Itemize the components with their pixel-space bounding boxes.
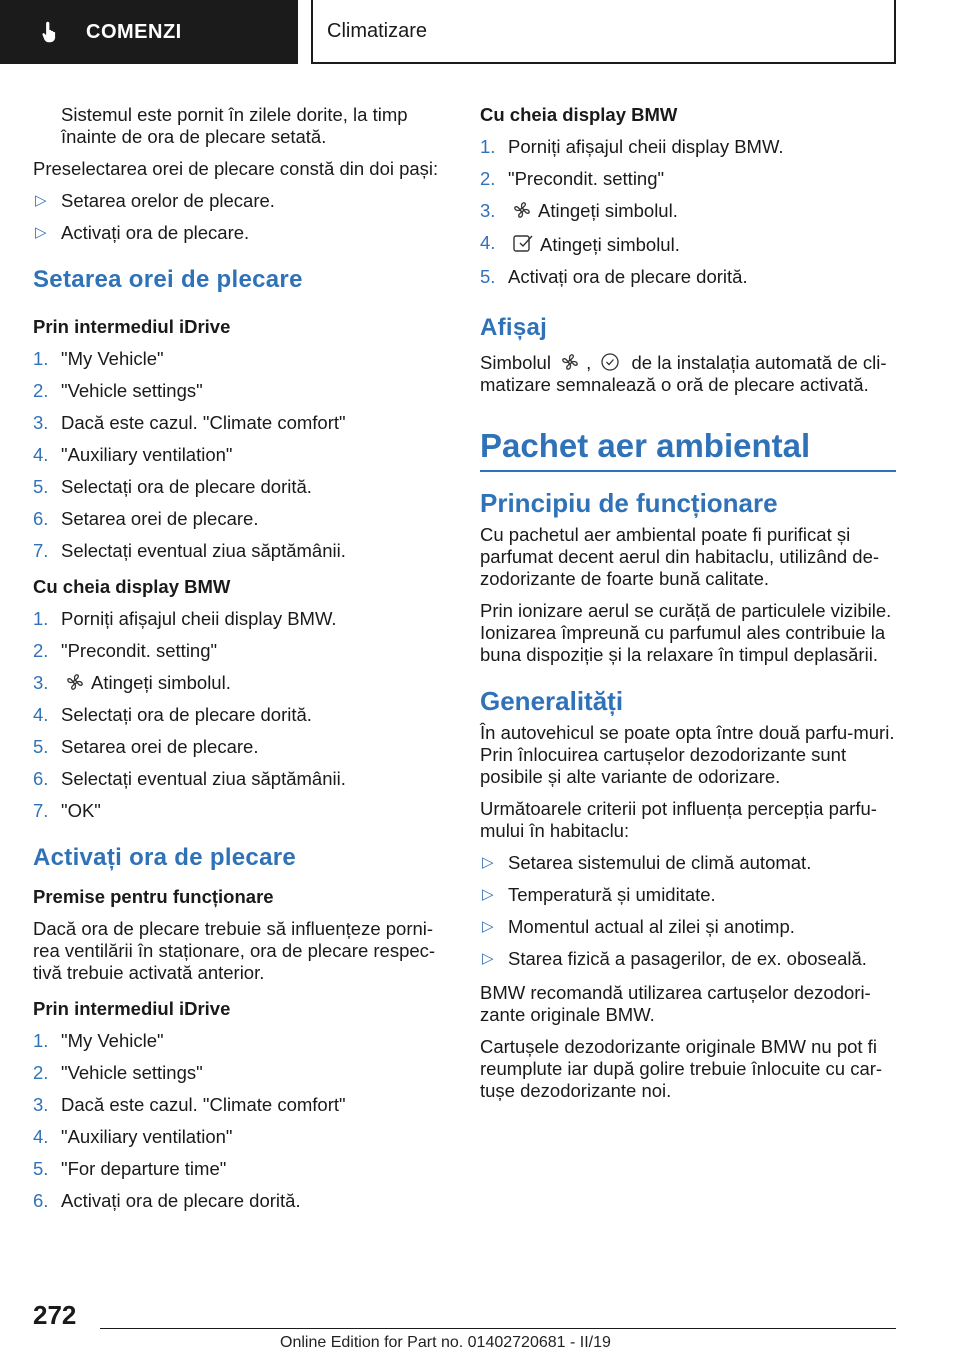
list-item: 5. Activați ora de plecare dorită.	[480, 266, 748, 287]
key-heading-right: Cu cheia display BMW	[480, 104, 678, 125]
triangle-bullet-icon: ▷	[35, 224, 47, 241]
list-item: ▷ Activați ora de plecare.	[35, 222, 250, 243]
triangle-bullet-icon: ▷	[482, 886, 494, 903]
triangle-bullet-icon: ▷	[482, 950, 494, 967]
list-item: 4. Atingeți simbolul.	[480, 232, 680, 255]
list-item: 3. Atingeți simbolul.	[480, 200, 678, 221]
list-item: 1. "My Vehicle"	[33, 1030, 164, 1051]
list-item: 4. "Auxiliary ventilation"	[33, 444, 233, 465]
triangle-bullet-icon: ▷	[482, 854, 494, 871]
triangle-bullet-icon: ▷	[35, 192, 47, 209]
list-item: 3. Dacă este cazul. "Climate comfort"	[33, 412, 346, 433]
gen-p1: În autovehicul se poate opta între două parfu-muri. Prin înlocuirea cartușelor dezodorizante sunt posibile și alte variante de odorizare.	[480, 722, 895, 787]
heading-pachet: Pachet aer ambiental	[480, 426, 896, 472]
heading-afisaj: Afișaj	[480, 314, 548, 341]
list-item: 2. "Vehicle settings"	[33, 1062, 203, 1083]
list-item: 6. Selectați eventual ziua săptămânii.	[33, 768, 346, 789]
afisaj-text: Simbolul , de la instalația automată de cli-matizare semnalează o oră de plecare activată.	[480, 352, 887, 395]
heading-principiu: Principiu de funcționare	[480, 488, 778, 518]
list-item: 2. "Vehicle settings"	[33, 380, 203, 401]
section-tab	[311, 0, 896, 64]
list-item: 6. Setarea orei de plecare.	[33, 508, 259, 529]
clock-check-icon	[600, 352, 620, 372]
tab-comenzi-label: COMENZI	[86, 20, 182, 43]
list-item: 3. Atingeți simbolul.	[33, 672, 231, 693]
list-item: 7. "OK"	[33, 800, 101, 821]
right-column	[480, 104, 896, 1112]
list-item: 3. Dacă este cazul. "Climate comfort"	[33, 1094, 346, 1115]
list-item: 1. Porniți afișajul cheii display BMW.	[33, 608, 337, 629]
intro-text: Preselectarea orei de plecare constă din doi pași:	[33, 158, 439, 179]
heading-activati: Activați ora de plecare	[33, 844, 297, 871]
list-item: 5. "For departure time"	[33, 1158, 227, 1179]
fan-icon	[65, 672, 85, 692]
list-item: 2. "Precondit. setting"	[480, 168, 665, 189]
idrive2-heading: Prin intermediul iDrive	[33, 998, 231, 1019]
list-item: ▷ Momentul actual al zilei și anotimp.	[482, 916, 795, 937]
page-number: 272	[33, 1300, 77, 1330]
pointing-hand-icon	[38, 19, 64, 45]
premise-text: Dacă ora de plecare trebuie să influențeze porni-rea ventilării în staționare, ora de plecare respec-tivă trebuie activată anterior.	[33, 918, 436, 983]
list-item: 7. Selectați eventual ziua săptămânii.	[33, 540, 346, 561]
premise-heading: Premise pentru funcționare	[33, 886, 274, 907]
footer-divider	[100, 1328, 896, 1329]
idrive-heading: Prin intermediul iDrive	[33, 316, 231, 337]
left-column	[33, 104, 449, 1224]
triangle-bullet-icon: ▷	[482, 918, 494, 935]
gen-p2: Următoarele criterii pot influența percepția parfu-mului în habitaclu:	[480, 798, 877, 841]
fan-icon	[560, 352, 580, 372]
heading-generalitati: Generalități	[480, 686, 624, 716]
list-item: 5. Setarea orei de plecare.	[33, 736, 259, 757]
gen-p3: BMW recomandă utilizarea cartușelor dezodori-zante originale BMW.	[480, 982, 871, 1025]
principiu-p2: Prin ionizare aerul se curăță de particulele vizibile. Ionizarea împreună cu parfumul ales contribuie la buna dispoziție și la relaxare în timpul deplasării.	[480, 600, 892, 665]
intro-indented: Sistemul este pornit în zilele dorite, la timp înainte de ora de plecare setată.	[61, 104, 408, 147]
heading-setarea: Setarea orei de plecare	[33, 266, 303, 293]
list-item: 4. Selectați ora de plecare dorită.	[33, 704, 312, 725]
list-item: ▷ Setarea orelor de plecare.	[35, 190, 275, 211]
gen-p4: Cartușele dezodorizante originale BMW nu pot fi reumplute iar după golire trebuie înlocuite cu car-tușe dezodorizante noi.	[480, 1036, 883, 1101]
principiu-p1: Cu pachetul aer ambiental poate fi purificat și parfumat decent aerul din habitaclu, utilizând de-zodorizante de foarte bună calitate.	[480, 524, 880, 589]
list-item: 4. "Auxiliary ventilation"	[33, 1126, 233, 1147]
fan-icon	[512, 200, 532, 220]
checkbox-check-icon	[512, 232, 534, 254]
key-steps	[33, 608, 449, 822]
list-item: 2. "Precondit. setting"	[33, 640, 218, 661]
section-title: Climatizare	[327, 19, 428, 42]
list-item: 1. Porniți afișajul cheii display BMW.	[480, 136, 784, 157]
list-item: ▷ Starea fizică a pasagerilor, de ex. oboseală.	[482, 948, 867, 969]
list-item: 1. "My Vehicle"	[33, 348, 164, 369]
steps-bullet-list	[33, 190, 449, 244]
tab-comenzi[interactable]	[0, 0, 298, 64]
list-item: 5. Selectați ora de plecare dorită.	[33, 476, 312, 497]
idrive2-steps	[33, 1030, 449, 1212]
criteria-bullet-list	[480, 852, 896, 970]
idrive-steps	[33, 348, 449, 562]
key-heading: Cu cheia display BMW	[33, 576, 231, 597]
footer-edition: Online Edition for Part no. 01402720681 - II/19	[280, 1334, 611, 1351]
list-item: 6. Activați ora de plecare dorită.	[33, 1190, 301, 1211]
list-item: ▷ Temperatură și umiditate.	[482, 884, 716, 905]
key-steps-right	[480, 136, 896, 288]
list-item: ▷ Setarea sistemului de climă automat.	[482, 852, 812, 873]
